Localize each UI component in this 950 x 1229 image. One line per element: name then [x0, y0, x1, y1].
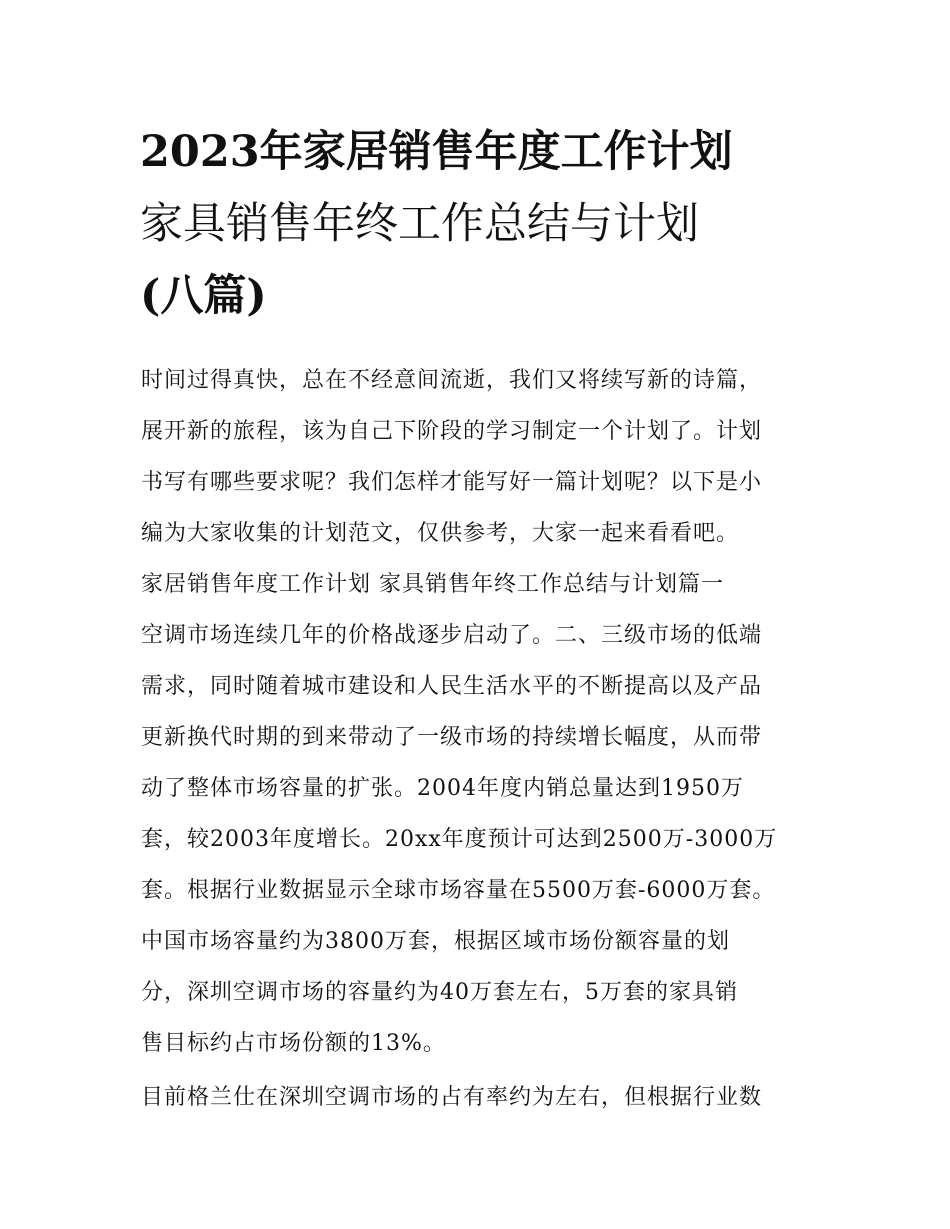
body-line: 需求，同时随着城市建设和人民生活水平的不断提高以及产品	[141, 674, 763, 699]
title-line-2: 家具销售年终工作总结与计划	[140, 199, 699, 249]
body-line: 更新换代时期的到来带动了一级市场的持续增长幅度，从而带	[141, 725, 763, 750]
document-body	[141, 355, 821, 1123]
body-line: 套。根据行业数据显示全球市场容量在5500万套-6000万套。	[141, 878, 776, 903]
title-line-1: 2023年家居销售年度工作计划	[140, 127, 733, 177]
body-line: 书写有哪些要求呢？我们怎样才能写好一篇计划呢？以下是小	[141, 470, 763, 495]
body-line: 售目标约占市场份额的13%。	[141, 1031, 446, 1056]
body-line: 目前格兰仕在深圳空调市场的占有率约为左右，但根据行业数	[141, 1085, 763, 1110]
body-line: 编为大家收集的计划范文，仅供参考，大家一起来看看吧。	[141, 521, 740, 546]
body-line: 中国市场容量约为3800万套，根据区域市场份额容量的划	[141, 929, 730, 954]
body-line: 分，深圳空调市场的容量约为40万套左右，5万套的家具销	[141, 980, 738, 1005]
body-line: 动了整体市场容量的扩张。2004年度内销总量达到1950万	[141, 776, 744, 801]
body-line: 展开新的旅程，该为自己下阶段的学习制定一个计划了。计划	[141, 419, 763, 444]
body-line: 套，较2003年度增长。20xx年度预计可达到2500万-3000万	[141, 827, 778, 852]
document-title	[140, 116, 820, 332]
title-line-3: (八篇)	[140, 271, 267, 321]
section-heading: 家居销售年度工作计划 家具销售年终工作总结与计划篇一	[141, 572, 724, 597]
body-line: 时间过得真快，总在不经意间流逝，我们又将续写新的诗篇，	[141, 368, 763, 393]
body-line: 空调市场连续几年的价格战逐步启动了。二、三级市场的低端	[141, 623, 763, 648]
